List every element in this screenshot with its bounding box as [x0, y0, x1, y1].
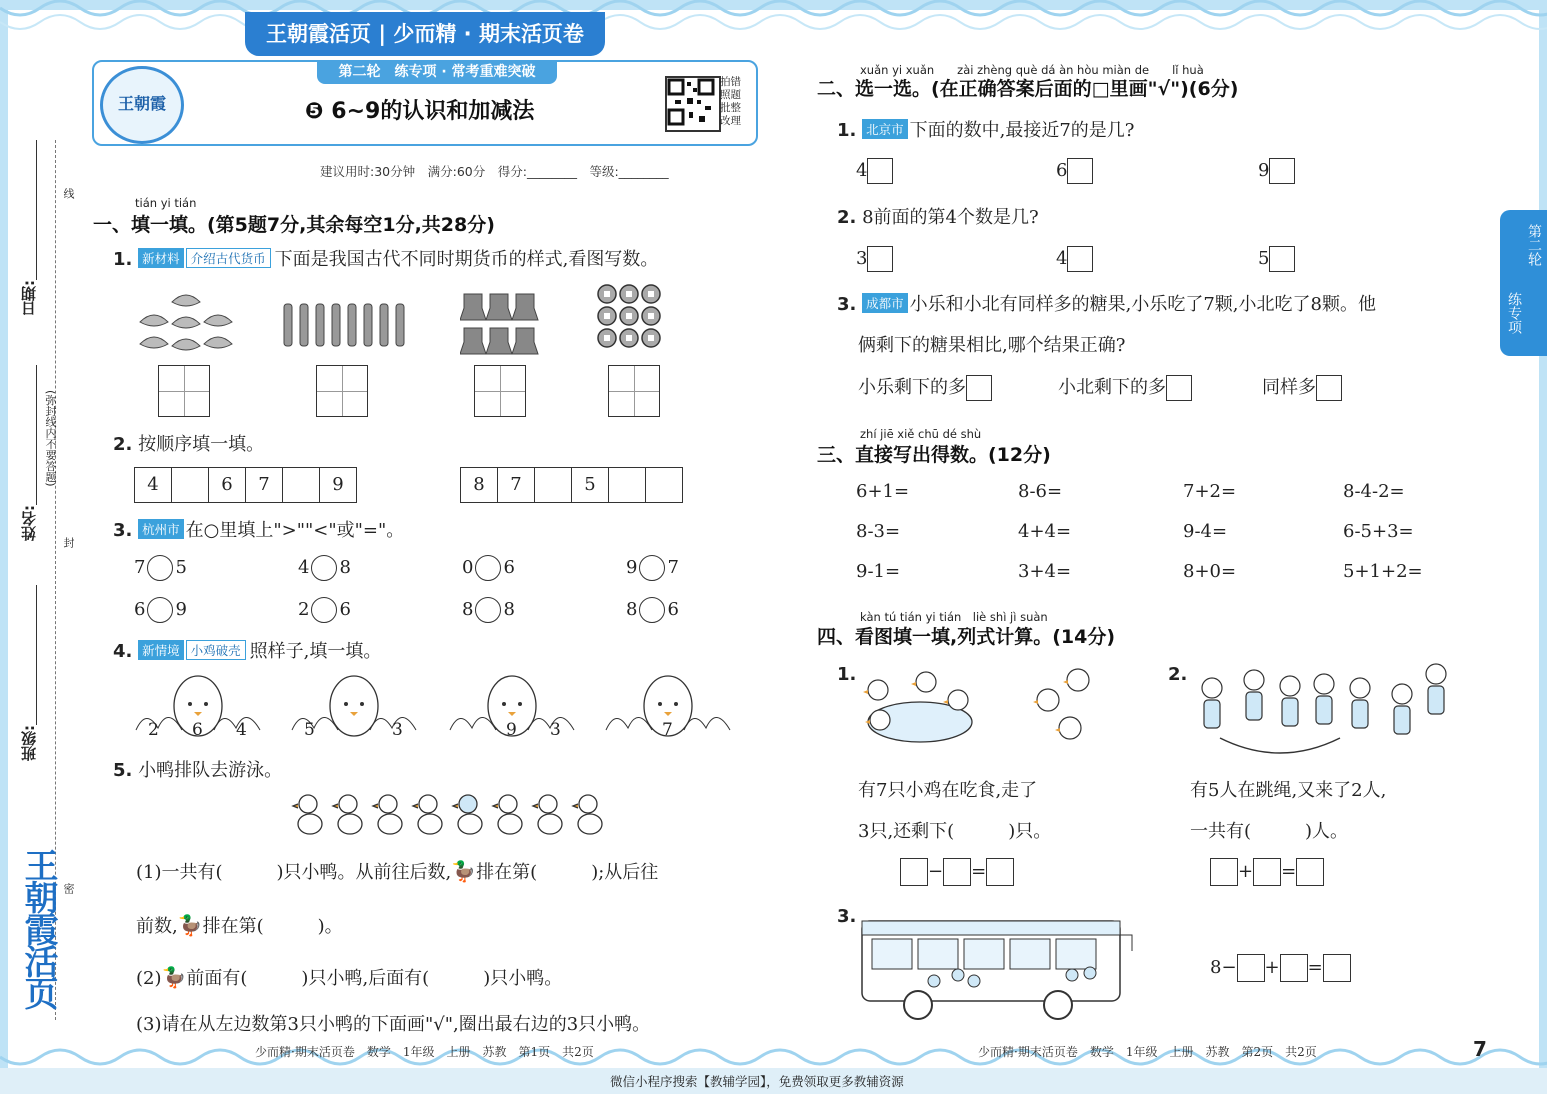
binding-mark-seal: 封 — [62, 537, 75, 548]
checkbox[interactable] — [966, 375, 992, 401]
sequence-row-2 — [460, 467, 683, 503]
compare-circle[interactable] — [147, 597, 173, 623]
egg-group — [448, 668, 576, 742]
answer-grid[interactable] — [608, 365, 660, 417]
qr-note — [720, 76, 748, 128]
question-number: 2. — [1168, 664, 1188, 685]
sequence-cell: 7 — [498, 468, 535, 502]
question-text: (2) — [136, 968, 162, 989]
choice-option — [1262, 373, 1342, 401]
calc-item[interactable]: 5+1+2= — [1343, 561, 1423, 582]
equation-lead: 8− — [1210, 957, 1237, 978]
compare-left: 0 — [462, 557, 474, 578]
sec3-pinyin: zhí jiē xiě chū dé shù — [860, 427, 982, 441]
compare-left: 7 — [134, 557, 146, 578]
compare-circle[interactable] — [311, 597, 337, 623]
calc-item[interactable]: 8-4-2= — [1343, 481, 1405, 502]
compare-right: 9 — [175, 599, 187, 620]
compare-circle[interactable] — [475, 555, 501, 581]
compare-right: 6 — [667, 599, 679, 620]
calc-item[interactable]: 7+2= — [1183, 481, 1237, 502]
compare-right: 8 — [503, 599, 515, 620]
exam-meta: 建议用时:30分钟 满分:60分 得分:________ 等级:________ — [320, 164, 669, 179]
tag-topic: 小鸡破壳 — [186, 640, 246, 660]
sec1-pinyin: tián yi tián — [135, 196, 197, 210]
compare-item — [626, 597, 679, 623]
egg-number-right: 4 — [236, 720, 247, 740]
calc-item[interactable]: 9-4= — [1183, 521, 1228, 542]
compare-item — [462, 597, 515, 623]
tag-badge: 新情境 — [138, 640, 184, 660]
equation-box[interactable] — [986, 858, 1014, 886]
answer-grid[interactable] — [158, 365, 210, 417]
choice-option — [1056, 158, 1093, 184]
compare-right: 8 — [339, 557, 351, 578]
egg-number-middle: 6 — [192, 720, 203, 740]
choice-option — [856, 246, 893, 272]
equation-box[interactable] — [1210, 858, 1238, 886]
option-label: 6 — [1056, 160, 1068, 181]
equation-box[interactable] — [1296, 858, 1324, 886]
sec4-pinyin: kàn tú tián yi tián liè shì jì suàn — [860, 610, 1048, 624]
sequence-cell: 8 — [461, 468, 498, 502]
question-text: 排在第( );从后往 — [476, 862, 659, 883]
tag-topic: 介绍古代货币 — [186, 248, 271, 268]
qr-note-line: 批整 — [720, 102, 741, 114]
round-side-tab — [1500, 210, 1547, 356]
choice-option — [1056, 246, 1093, 272]
sec2-title: 二、选一选。(在正确答案后面的□里画"√")(6分) — [817, 78, 1239, 100]
q4-1-number — [837, 664, 856, 685]
qr-note-line: 改理 — [720, 115, 741, 127]
spade-coin-illustration — [460, 290, 540, 360]
calc-item[interactable]: 8-6= — [1018, 481, 1063, 502]
calc-item[interactable]: 8+0= — [1183, 561, 1237, 582]
sequence-cell: 7 — [246, 468, 283, 502]
q1-4 — [113, 637, 381, 663]
egg-number-left: 5 — [304, 720, 315, 740]
question-number: 3. — [113, 520, 133, 541]
question-number: 1. — [837, 664, 857, 685]
choice-option — [1058, 373, 1192, 401]
egg-group — [290, 668, 418, 742]
equation-box[interactable] — [1253, 858, 1281, 886]
brand-logo — [100, 66, 184, 144]
q1-5 — [113, 756, 282, 782]
sequence-cell: 4 — [135, 468, 172, 502]
q4-1-equation: − = — [900, 858, 1014, 886]
sec4-title: 四、看图填一填,列式计算。(14分) — [817, 626, 1116, 648]
binding-mark-line: 线 — [62, 188, 75, 199]
option-label: 3 — [856, 248, 868, 269]
compare-item — [298, 555, 351, 581]
brand-banner: 王朝霞活页 | 少而精 · 期末活页卷 — [245, 12, 605, 56]
option-label: 5 — [1258, 248, 1270, 269]
compare-left: 8 — [462, 599, 474, 620]
question-text: 8前面的第4个数是几? — [862, 207, 1039, 228]
q4-3-number — [837, 906, 856, 927]
sequence-cell: 9 — [332, 474, 344, 495]
qr-code[interactable] — [665, 76, 721, 132]
compare-left: 9 — [626, 557, 638, 578]
question-text: 在○里填上">""<"或"="。 — [185, 520, 405, 541]
egg-number-left: 2 — [148, 720, 159, 740]
calc-item[interactable]: 6+1= — [856, 481, 910, 502]
q1-5-part1b — [136, 912, 343, 938]
rope-skipping-illustration — [1190, 658, 1462, 758]
sec1-title: 一、填一填。(第5题7分,其余每空1分,共28分) — [93, 214, 495, 236]
egg-group — [134, 668, 262, 742]
calc-item[interactable]: 6-5+3= — [1343, 521, 1414, 542]
egg-number-right: 3 — [550, 720, 561, 740]
sequence-row-1 — [134, 467, 357, 503]
question-number: 1. — [837, 120, 857, 141]
question-text: 照样子,填一填。 — [249, 641, 382, 662]
top-wave-border — [0, 0, 1547, 40]
choice-option — [856, 158, 893, 184]
checkbox[interactable] — [1316, 375, 1342, 401]
date-label: 日期: — [20, 280, 38, 316]
knife-coin-illustration — [280, 300, 415, 360]
brand-vertical: 王朝霞活页 — [18, 848, 58, 1008]
compare-right: 6 — [503, 557, 515, 578]
question-number: 3. — [837, 906, 857, 927]
tag-badge: 杭州市 — [138, 519, 184, 539]
qr-note-line: 拍错 — [720, 76, 741, 88]
compare-left: 8 — [626, 599, 638, 620]
question-text: 小鸭排队去游泳。 — [138, 760, 283, 781]
checkbox[interactable] — [1166, 375, 1192, 401]
sequence-cell[interactable] — [172, 468, 209, 502]
egg-number-middle: 7 — [662, 720, 673, 740]
equation-box[interactable] — [1237, 954, 1265, 982]
compare-right: 5 — [175, 557, 187, 578]
sequence-cell: 6 — [209, 468, 246, 502]
option-label: 同样多 — [1262, 377, 1316, 398]
choice-option — [1258, 158, 1295, 184]
question-number: 2. — [837, 207, 857, 228]
checkbox[interactable] — [867, 158, 893, 184]
compare-left: 4 — [298, 557, 310, 578]
compare-left: 2 — [298, 599, 310, 620]
egg-number-right: 3 — [392, 720, 403, 740]
q4-2-text1: 有5人在跳绳,又来了2人, — [1190, 780, 1387, 801]
equation-box[interactable] — [1323, 954, 1351, 982]
q4-2-number — [1168, 664, 1187, 685]
ducklings-illustration — [288, 792, 613, 840]
question-text: 按顺序填一填。 — [138, 434, 265, 455]
egg-group — [604, 668, 732, 742]
footer-left: 少而精·期末活页卷 数学 1年级 上册 苏教 第1页 共2页 — [255, 1045, 594, 1059]
option-label: 4 — [1056, 248, 1068, 269]
question-number: 1. — [113, 249, 133, 270]
compare-item — [298, 597, 351, 623]
q1-5-part2 — [136, 964, 562, 990]
page-title: ❺ 6~9的认识和加减法 — [305, 99, 535, 124]
compare-circle[interactable] — [639, 555, 665, 581]
answer-grid[interactable] — [474, 365, 526, 417]
question-text: 下面是我国古代不同时期货币的样式,看图写数。 — [274, 249, 659, 270]
q2-2 — [837, 203, 1039, 229]
q1-2 — [113, 430, 264, 456]
operator: + — [1238, 861, 1254, 882]
sequence-cell[interactable] — [535, 468, 572, 502]
q1-1 — [113, 245, 658, 271]
side-tab-text: 练专项 — [1506, 292, 1522, 334]
compare-item — [462, 555, 515, 581]
footer-right: 少而精·期末活页卷 数学 1年级 上册 苏教 第2页 共2页 — [978, 1045, 1317, 1059]
sequence-cell[interactable] — [646, 468, 682, 502]
compare-right: 6 — [339, 599, 351, 620]
gold-ingot-illustration — [132, 290, 237, 360]
choice-option — [1258, 246, 1295, 272]
compare-item — [626, 555, 679, 581]
duck-hat-icon: 🦆 — [161, 965, 187, 989]
checkbox[interactable] — [1067, 158, 1093, 184]
option-label: 4 — [856, 160, 868, 181]
q2-3 — [837, 290, 1376, 316]
q4-1-text1: 有7只小鸡在吃食,走了 — [858, 780, 1038, 801]
q2-1 — [837, 116, 1134, 142]
qr-note-line: 照题 — [720, 89, 741, 101]
q4-1-text2[interactable]: 3只,还剩下( )只。 — [858, 821, 1052, 842]
calc-item[interactable]: 3+4= — [1018, 561, 1072, 582]
equation-box[interactable] — [943, 858, 971, 886]
name-label: 姓名: — [20, 505, 38, 541]
equation-box[interactable] — [1280, 954, 1308, 982]
sequence-cell[interactable] — [283, 468, 320, 502]
answer-grid[interactable] — [316, 365, 368, 417]
option-label: 小乐剩下的多 — [858, 377, 966, 398]
logo-text: 王朝霞 — [117, 94, 166, 113]
question-text: 排在第( )。 — [202, 916, 343, 937]
question-text: 下面的数中,最接近7的是几? — [909, 120, 1135, 141]
duck-hat-icon: 🦆 — [451, 859, 477, 883]
date-underline — [36, 140, 37, 280]
question-text: 前面有( )只小鸭,后面有( )只小鸭。 — [186, 968, 563, 989]
chicks-eating-illustration — [858, 660, 1118, 752]
tag-badge: 北京市 — [862, 119, 908, 139]
sec3-title: 三、直接写出得数。(12分) — [817, 444, 1051, 466]
option-label: 小北剩下的多 — [1058, 377, 1166, 398]
compare-item — [134, 555, 187, 581]
bottom-note: 微信小程序搜索【教辅学园】，免费领取更多教辅资源 — [610, 1074, 904, 1089]
compare-item — [134, 597, 187, 623]
sequence-cell: 5 — [572, 468, 609, 502]
compare-circle[interactable] — [311, 555, 337, 581]
compare-circle[interactable] — [475, 597, 501, 623]
question-number: 2. — [113, 434, 133, 455]
q4-3-equation: 8− + = — [1210, 954, 1351, 982]
tag-badge: 新材料 — [138, 248, 184, 268]
question-text: (1)一共有( )只小鸭。从前往后数, — [136, 862, 452, 883]
checkbox[interactable] — [1269, 158, 1295, 184]
question-number: 5. — [113, 760, 133, 781]
q1-3 — [113, 516, 404, 542]
q1-5-part1 — [136, 858, 658, 884]
bus-illustration — [858, 915, 1140, 1025]
q4-2-text2[interactable]: 一共有( )人。 — [1190, 821, 1349, 842]
sequence-cell[interactable] — [609, 468, 646, 502]
compare-circle[interactable] — [639, 597, 665, 623]
option-label: 9 — [1258, 160, 1270, 181]
egg-number-middle: 9 — [506, 720, 517, 740]
tag-badge: 成都市 — [862, 293, 908, 313]
side-tab-text: 第二轮 — [1526, 224, 1542, 266]
class-label: 班级: — [20, 725, 38, 761]
choice-option — [858, 373, 992, 401]
class-underline — [36, 585, 37, 725]
name-underline — [36, 365, 37, 505]
compare-right: 7 — [667, 557, 679, 578]
checkbox[interactable] — [1269, 246, 1295, 272]
round-coin-illustration — [595, 282, 665, 360]
page-number: 7 — [1473, 1037, 1487, 1061]
question-number: 3. — [837, 294, 857, 315]
checkbox[interactable] — [1067, 246, 1093, 272]
operator: − — [928, 861, 944, 882]
round-tag: 第二轮 练专项 · 常考重难突破 — [317, 60, 557, 84]
binding-mark-secret: 密 — [62, 883, 75, 894]
question-text: 前数, — [136, 916, 178, 937]
sec2-pinyin: xuǎn yi xuǎn zài zhèng què dá àn hòu miàn de lǐ huà — [860, 63, 1204, 77]
question-text-cont: 俩剩下的糖果相比,哪个结果正确? — [858, 335, 1126, 356]
duck-hat-icon: 🦆 — [177, 913, 203, 937]
compare-left: 6 — [134, 599, 146, 620]
equation-box[interactable] — [900, 858, 928, 886]
calc-item[interactable]: 8-3= — [856, 521, 901, 542]
question-number: 4. — [113, 641, 133, 662]
compare-circle[interactable] — [147, 555, 173, 581]
q4-2-equation: + = — [1210, 858, 1324, 886]
calc-item[interactable]: 4+4= — [1018, 521, 1072, 542]
checkbox[interactable] — [867, 246, 893, 272]
q1-5-part3: (3)请在从左边数第3只小鸭的下面画"√",圈出最右边的3只小鸭。 — [136, 1014, 651, 1035]
binding-notice: (弥封线内不要答题) — [44, 390, 57, 487]
calc-item[interactable]: 9-1= — [856, 561, 901, 582]
question-text: 小乐和小北有同样多的糖果,小乐吃了7颗,小北吃了8颗。他 — [909, 294, 1376, 315]
